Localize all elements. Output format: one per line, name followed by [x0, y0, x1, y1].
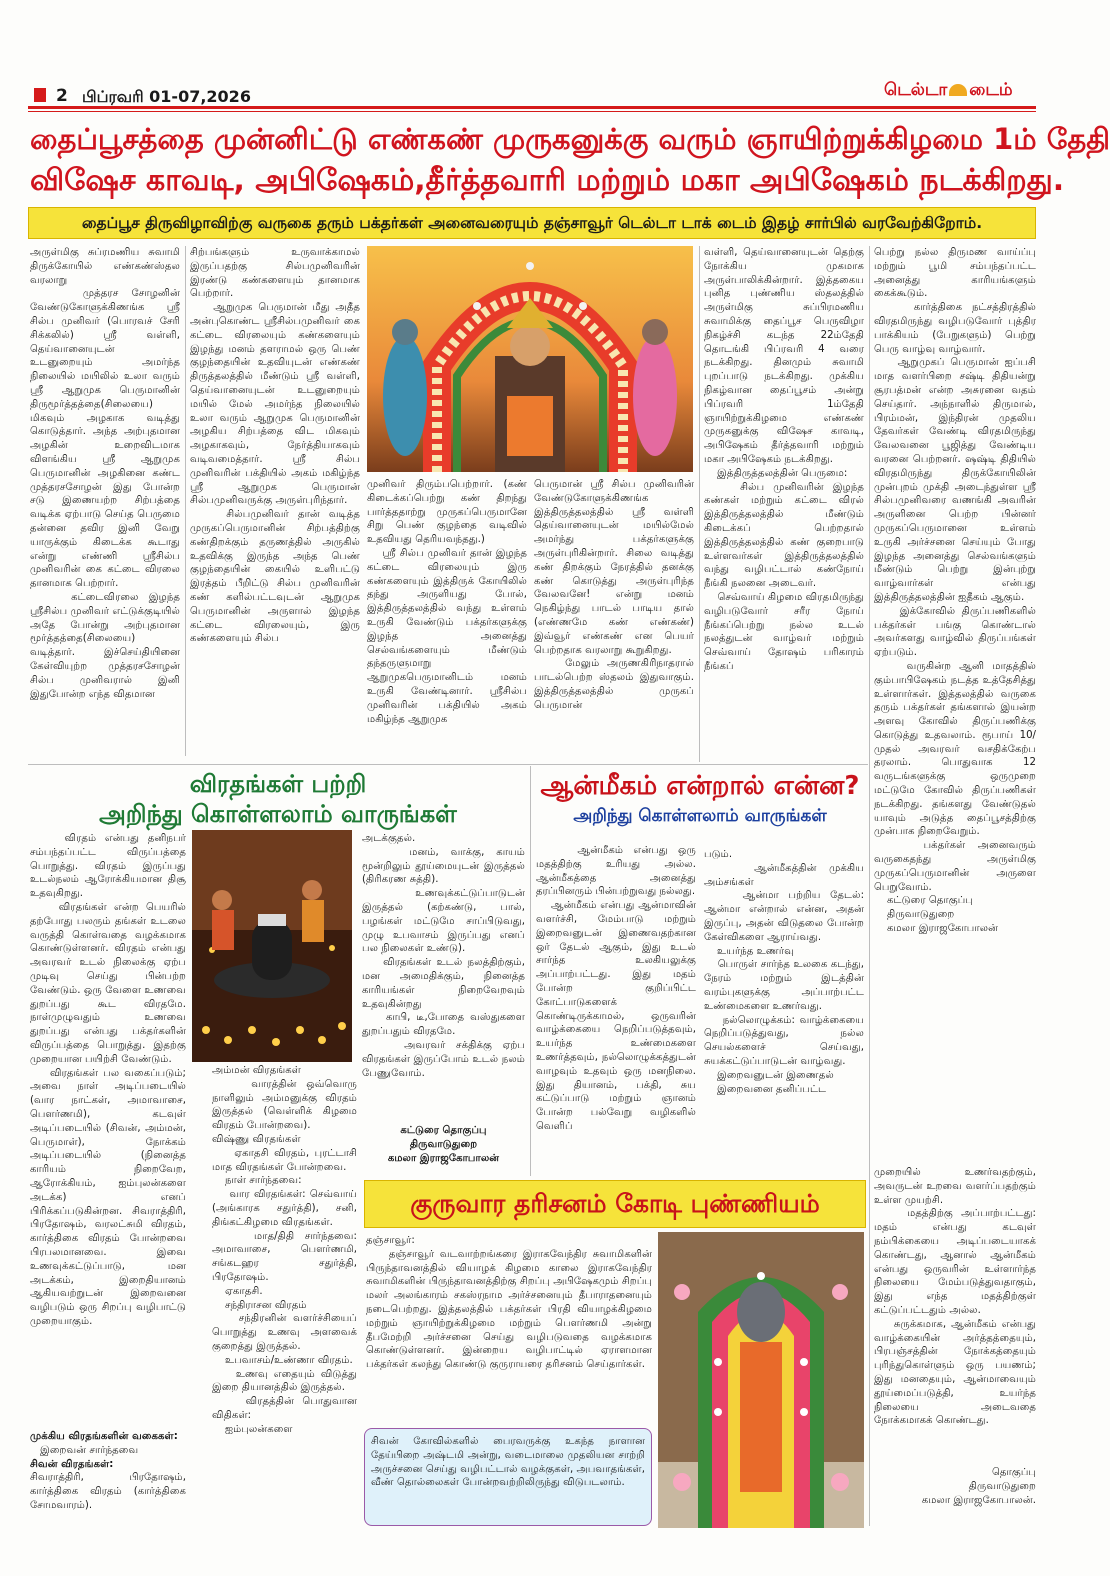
spirituality-byline-3: கமலா இராஜகோபாலன்.	[921, 1494, 1036, 1506]
vratham-title-1: விரதங்கள் பற்றி	[189, 770, 367, 798]
issue-date: பிப்ரவரி 01-07,2026	[82, 87, 251, 106]
lead-col-3b: பெருமான் ஸ்ரீ சில்ப முனிவரின் வேண்டுகோளுக்கிணங்க இத்திருத்தலத்தில் ஸ்ரீ வள்ளி தெய்வானையுடன் மயில்மேல் அமர்ந்து பக்தர்களுக்கு அருள்புரிகின்றார். சிலை வடித்து கண் திறக்கும் நேரத்தில் தனக்கு கண் கொடுத்து அருள்புரிந்த வேலவனே! என்று மனம் நெகிழ்ந்து பாடல் பாடிய தால் (எண்ணமே கண் எண்கண்) இவ்வூர் எண்கண் என பெயர் பெற்றதாக வரலாறு கூறுகிறது. மேலும் அருணகிரிநாதரால் பாடல்பெற்ற ஸ்தலம் இதுவாகும். இத்திருத்தலத்தில் முருகப் பெருமான்	[534, 479, 694, 711]
masthead-logo	[884, 80, 1036, 104]
lead-col-2: சிற்பங்களும் உருவாக்காமல் இருப்பதற்கு சில்பமுனிவரின் இரண்டு கண்களையும் தானமாக பெற்றார். ஆறுமுக பெருமான் மீது அதீத அன்புகொண்ட ஸ்ரீசில்பமுனிவர் கை கட்டை விரலையும் கண்களையும் இழந்து மனம் தளராமல் ஒரு பெண் குழந்தையின் உதவியுடன் எண்கண் திருத்தலத்தில் மீண்டும் ஸ்ரீ வள்ளி, தெய்வானையுடன் உடனுறையும் மயில் மேல் அமர்ந்த நிலையில் உலா வரும் ஆறுமுக பெருமானின் அழகிய சிற்பத்தை விட மிகவும் அழகாகவும், நேர்த்தியாகவும் வடிவமைத்தார். ஸ்ரீ சில்ப முனிவரின் பக்தியில் அகம் மகிழ்ந்த ஸ்ரீ ஆறுமுக பெருமான் சில்பமுனிவருக்கு அருள்புரிந்தார். சில்பமுனிவர் தான் வடித்த முருகப்பெருமானின் சிற்பத்திற்கு கண்திறக்கும் தருணத்தில் அருகில் உதவிக்கு இருந்த அந்த பெண் குழந்தையின் கையில் உளிபட்டு இரத்தம் பீறிட்டு சில்ப முனிவரின் கண் களில்பட்டவுடன் ஆறுமுக பெருமானின் அருளால் இழந்த கட்டை விரலையும், இரு கண்களையும் சில்ப	[190, 247, 360, 645]
thursday-title-banner	[364, 1180, 866, 1228]
spirituality-col-3-body: முறையில் உணர்வதற்கும், அவருடன் உறவை வளர்ப்பதற்கும் உள்ள முயற்சி. மதத்திற்கு அப்பாற்பட்டது: மதம் என்பது கடவுள் நம்பிக்கையை அடிப்படையாகக் கொண்டது, ஆனால் ஆன்மீகம் என்பது ஒருவரின் உள்ளார்ந்த நிலையை மேம்படுத்துவதாகும், இது எந்த மதத்திற்குள் கட்டுப்பட்டதும் அல்ல. சுருக்கமாக, ஆன்மீகம் என்பது வாழ்க்கையின் அர்த்தத்தையும், பிரபஞ்சத்தின் நோக்கத்தையும் புரிந்துகொள்ளும் ஒரு பயணம்; இது மனதையும், ஆன்மாவையும் தூய்மைப்படுத்தி, உயர்ந்த நிலையை அடைவதை நோக்கமாகக் கொண்டது.	[874, 1167, 1036, 1427]
col-divider	[869, 246, 870, 1526]
vratham-col-1-body: விரதம் என்பது தனிநபர் சம்பந்தப்பட்ட விருப்பத்தை பொறுத்து. விரதம் இருப்பது உடல்நலம் ஆரோக்கியமான திசூ உதவுகிறது. விரதங்கள் என்ற பெயரில் தற்போது பலரும் தங்கள் உடலை வருத்தி கொள்வதை வழக்கமாக கொண்டுள்ளனர். விரதம் என்பது அவரவர் உடல் நிலைக்கு ஏற்ப முடிவு செய்து பின்பற்ற வேண்டும். ஒரு வேளை உணவை துறப்பது கூட விரதமே. நாள்முழுவதும் உணவை துறப்பது என்பது பக்தர்களின் விருப்பத்தை பொறுத்து. இதற்கு முறையான பயிற்சி வேண்டும். விரதங்கள் பல வகைப்படும்; அவை நாள் அடிப்படையில் (வார நாட்கள், அமாவாசை, பௌர்ணமி), கடவுள் அடிப்படையில் (சிவன், அம்மன், பெருமாள்), நோக்கம் அடிப்படையில் (நினைத்த காரியம் நிறைவேற, ஆரோக்கியம், ஐம்புலன்களை அடக்க) எனப் பிரிக்கப்படுகின்றன. சிவராத்திரி, பிரதோஷம், வரலட்சுமி விரதம், கார்த்திகை விரதம் போன்றவை பிரபலமானவை. இவை உணவுக்கட்டுப்பாடு, மன அடக்கம், இறைதியானம் ஆகியவற்றுடன் இறைவனை வழிபடும் ஒரு சிறப்பு வழிபாட்டு முறையாகும்.	[30, 833, 186, 1327]
section-divider	[28, 764, 868, 765]
vratham-col-3	[362, 832, 525, 1165]
vratham-col-3-body: அடக்குதல். மனம், வாக்கு, காயம் மூன்றிலும் தூய்மையுடன் இருத்தல் (திரிகரண சுத்தி). உணவுக்கட்டுப்பாடுடன் இருத்தல் (கற்கண்டு, பால், பழங்கள் மட்டுமே சாப்பிடுவது, முழு உபவாசம் இருப்பது எனப் பல நிலைகள் உண்டு). விரதங்கள் உடல் நலத்திற்கும், மன அமைதிக்கும், நினைத்த காரியங்கள் நிறைவேறவும் உதவுகின்றது காபி, டீ,போதை வஸ்துகளை துறப்பதும் விரதமே. அவரவர் சக்திக்கு ஏற்ப விரதங்கள் இருப்போம் உடல் நலம் பேணுவோம்.	[362, 833, 525, 1079]
welcome-banner: தைப்பூச திருவிழாவிற்கு வருகை தரும் பக்தர்கள் அனைவரையும் தஞ்சாவூர் டெல்டா டாக் டைம் இதழ் சார்பில் வரவேற்கிறோம்.	[28, 207, 1036, 239]
vratham-byline-2: திருவாடுதுறை	[409, 1138, 478, 1150]
col-divider	[699, 246, 700, 762]
brindavan-photo	[658, 1232, 864, 1528]
vratham-title-2: அறிந்து கொள்ளலாம் வாருங்கள்	[99, 800, 457, 828]
sun-icon	[949, 84, 967, 96]
brand-left: டெல்டா	[884, 80, 948, 100]
lingam-illustration	[192, 830, 352, 1062]
thursday-body: தஞ்சாவூர்: தஞ்சாவூர் வடவாற்றங்கரை இராகவேந்திர சுவாமிகளின் பிருந்தாவனத்தில் வியாழக் கிழமை காலை இராகவேந்திர சுவாமிகளின் பிருந்தாவனத்திற்கு சிறப்பு அபிஷேகமும் சிறப்பு மலர் அலங்காரம் சகஸ்ரநாம அர்ச்சனையும் தீபாராதனையும் நடைபெற்றது. இத்தலத்தில் பக்தர்கள் பிரதி வியாழக்கிழமை மற்றும் ஞாயிற்றுக்கிழமை மற்றும் பௌர்ணமி அன்று தீபமேற்றி அர்ச்சனை செய்து வழிபடுவதை வழக்கமாக கொண்டுள்ளனர். இன்றைய வழிபாட்டில் ஏராளமான பக்தர்கள் கலந்து கொண்டு குருராயரை தரிசனம் செய்தார்கள்.	[366, 1235, 652, 1371]
vratham-col-1-heading-2: சிவன் விரதங்கள்:	[30, 1458, 114, 1470]
headline-line-1: தைப்பூசத்தை முன்னிட்டு எண்கண் முருகனுக்கு வரும் ஞாயிற்றுக்கிழமை 1ம் தேதி	[30, 122, 1110, 156]
spirituality-byline-1: தொகுப்பு	[991, 1467, 1036, 1478]
lead-col-2b: முனிவர் திரும்பபெற்றார். (கண் கிடைக்கப்பெற்று கண் திறந்து பார்த்ததாற்று முருகப்பெருமானே சிறு பெண் குழந்தை வடிவில் உதவியது தெரியவந்தது.) ஸ்ரீ சில்ப முனிவர் தான் இழந்த கட்டை விரலையும் இரு கண்களையும் இத்திருக் கோயிலில் தந்து அருளியது போல், இத்திருத்தலத்தில் வந்து உள்ளம் உருகி வேண்டும் பக்தர்களுக்கு இழந்த அனைத்து செல்வங்களையும் மீண்டும் தந்தருளுமாறு ஆறுமுகபெருமானிடம் மனம் உருகி வேண்டினார். ஸ்ரீசில்ப முனிவரின் பக்தியில் அகம் மகிழ்ந்த ஆறுமுக	[367, 479, 527, 725]
headline-line-2: விஷேச காவடி, அபிஷேகம்,தீர்த்தவாரி மற்றும் மகா அபிஷேகம் நடக்கிறது.	[30, 163, 1065, 198]
spirituality-byline-2: திருவாடுதுறை	[968, 1480, 1036, 1492]
vratham-col-1-p2: இறைவன் சார்ந்தவை	[40, 1444, 139, 1456]
spirituality-col-3	[874, 1166, 1036, 1507]
header-rule-thin	[28, 111, 1036, 112]
bhairava-note-box	[364, 1428, 652, 1526]
lead-col-5: பெற்று நல்ல திருமண வாய்ப்பு மற்றும் பூமி சம்பந்தப்பட்ட அனைத்து காரியங்களும் கைக்கூடும். கார்த்திகை நட்சத்திரத்தில் விரதமிருந்து வழிபடுவோர் புத்திர பாக்கியம் (பேறுகளும்) பெற்று பெரு வாழ்வு வாழ்வார். ஆறுமுகப் பெருமான் ஐப்பசி மாத வளர்பிறை சஷ்டி திதியன்று சூரபத்மன் என்ற அசுரனை வதம் செய்தார். அந்நாளில் திருமால், பிரம்மன், இந்திரன் முதலிய தேவர்கள் வேண்டி விரதமிருந்து வேலவனை பூஜித்து வேண்டிய வரனை பெற்றனர். ஷஷ்டி திதியில் விரதமிருந்து திருக்கோயிலின் முன்புறம் முக்தி அடைந்துள்ள ஸ்ரீ சில்பமுனிவரை வணங்கி அவரின் அருளினை பெற்ற பின்னர் முருகப்பெருமானை உள்ளம் உருகி அர்ச்சனை செய்யும் போது இழந்த அனைத்து செல்வங்களும் மீண்டும் பெற்று இன்புற்று வாழ்வார்கள் என்பது இத்திருத்தலத்தின் ஐதீகம் ஆகும். இக்கோவில் திருப்பணிகளில் பக்தர்கள் பங்கு கொண்டால் அவர்களது வாழ்வில் திருப்பங்கள் ஏற்படும். வருகின்ற ஆனி மாதத்தில் கும்பாபிஷேகம் நடத்த உத்தேசித்து உள்ளார்கள். இத்தலத்தில் வருகை தரும் பக்தர்கள் தங்களால் இயன்ற அளவு கோவில் திருப்பணிக்கு கொடுத்து உதவலாம். ரூபாய் 10/ முதல் அவரவர் வசதிக்கேற்ப தரலாம். பொதுவாக 12 வருடங்களுக்கு ஒருமுறை மட்டுமே கோவில் திருப்பணிகள் நடக்கிறது. தங்களது வேண்டுதல் யாவும் அடுத்த தைப்பூசத்திற்கு முன்பாக நிறைவேறும். பக்தர்கள் அனைவரும் வருகைதந்து அருள்மிகு முருகப்பெருமானின் அருளை பெறுவோம். கட்டுரை தொகுப்பு திருவாடுதுறை கமலா இராஜகோபாலன்	[874, 247, 1036, 935]
vratham-col-1	[30, 832, 190, 1532]
murugan-idol-photo	[367, 246, 693, 472]
vratham-byline-3: கமலா இராஜகோபாலன்	[387, 1152, 500, 1164]
page-number: 2	[56, 86, 68, 106]
thursday-title: குருவார தரிசனம் கோடி புண்ணியம்	[410, 1189, 820, 1218]
spirituality-col-2: படும். ஆன்மீகத்தின் முக்கிய அம்சங்கள் ஆன்மா பற்றிய தேடல்: ஆன்மா என்றால் என்ன, அதன் இருப்பு, அதன் விடுதலை போன்ற கேள்விகளை ஆராய்வது. உயர்ந்த உணர்வு பொருள் சார்ந்த உலகை கடந்து, நேரம் மற்றும் இடத்தின் வரம்புகளுக்கு அப்பாற்பட்ட உண்மைகளை உணர்வது. நல்லொழுக்கம்: வாழ்க்கையை நெறிப்படுத்துவது, நல்ல செயல்களைச் செய்வது, சுயக்கட்டுப்பாடுடன் வாழ்வது. இறைவனுடன் இணைதல் இறைவனை தனிப்பட்ட	[704, 849, 864, 1095]
spirituality-title: ஆன்மீகம் என்றால் என்ன?	[540, 771, 860, 801]
vratham-byline-1: கட்டுரை தொகுப்பு	[400, 1125, 487, 1136]
page-number-marker	[34, 88, 46, 102]
vratham-col-2: அம்மன் விரதங்கள் வாரத்தின் ஒவ்வொரு நாளிலும் அம்மனுக்கு விரதம் இருத்தல் (வெள்ளிக் கிழமை விரதம் போன்றவை). விஷ்ணு விரதங்கள் ஏகாதசி விரதம், புரட்டாசி மாத விரதங்கள் போன்றவை. நாள் சார்ந்தவை: வார விரதங்கள்: செவ்வாய் (அங்காரக சதுர்த்தி), சனி, திங்கட்கிழமை விரதங்கள். மாத/திதி சார்ந்தவை: அமாவாசை, பௌர்ணமி, சங்கடஹர சதுர்த்தி, பிரதோஷம். ஏகாதசி. சந்திராசன விரதம் சந்திரனின் வளர்ச்சியைப் பொறுத்து உணவு அளவைக் குறைத்து இருத்தல். உபவாசம்/உண்ணா விரதம். உணவு எதையும் விடுத்து இறை தியானத்தில் இருத்தல். விரதத்தின் பொதுவான விதிகள்: ஐம்புலன்களை	[212, 1065, 357, 1435]
lead-col-1: அருள்மிகு சுப்ரமணிய சுவாமி திருக்கோயில் எண்கண்ஸ்தல வரலாறு முத்தரச சோழனின் வேண்டுகோளுக்கிணங்க ஸ்ரீ சில்ப முனிவர் (பொரவச் சேரி சிக்கலில்) ஸ்ரீ வள்ளி, தெய்வானையுடன் உடனுறையும் அமர்ந்த நிலையில் மயிலில் உலா வரும் ஸ்ரீ ஆறுமுக பெருமானின் திருமூர்த்தத்தை(சிலையை) மிகவும் அழகாக வடித்து கொடுத்தார். அந்த அற்புதமான அழகின் உறைவிடமாக விளங்கிய ஸ்ரீ ஆறுமுக பெருமானின் அழகினை கண்ட முத்தரசசோழன் இது போன்ற சடு இணையற்ற சிற்பத்தை வடிக்க ஏற்பாடு செய்த பெருமை தன்னை தவிர இனி வேறு யாருக்கும் கிடைக்க கூடாது என்று எண்ணி ஸ்ரீசில்ப முனிவரின் கை கட்டை விரலை தானமாக பெற்றார். கட்டைவிரலை இழந்த ஸ்ரீசில்ப முனிவர் எட்டுக்குடியில் அதே போன்று அற்புதமான மூர்த்தத்தை(சிலையை) வடித்தார். இச்செய்தியினை கேள்வியுற்ற முத்தரசசோழன் சில்ப முனிவரால் இனி இதுபோன்ற எந்த விதமான	[30, 247, 180, 700]
brand-right: டைம்	[969, 80, 1013, 100]
vratham-col-1-heading: முக்கிய விரதங்களின் வகைகள்:	[30, 1431, 178, 1442]
vratham-col-1-p3: சிவராத்திரி, பிரதோஷம், கார்த்திகை விரதம் (கார்த்திகை சோமவாரம்).	[30, 1472, 190, 1511]
lead-col-4: வள்ளி, தெய்வானையுடன் தெற்கு நோக்கிய முகமாக அருள்பாலிக்கின்றார். இத்தகைய புனித புண்ணிய ஸ்தலத்தில் அருள்மிகு சுப்பிரமணிய சுவாமிக்கு தைப்பூச பெருவிழா நிகழ்ச்சி கடந்த 22ம்தேதி தொடங்கி பிப்ரவரி 4 வரை நடக்கிறது. தினமும் சுவாமி புறப்பாடு நடக்கிறது. முக்கிய நிகழ்வான தைப்பூசம் அன்று பிப்ரவரி 1ம்தேதி ஞாயிற்றுக்கிழமை எண்கண் முருகனுக்கு விஷேச காவடி, அபிஷேகம் தீர்த்தவாரி மற்றும் மகா அபிஷேகம் நடக்கிறது. இத்திருத்தலத்தின் பெருமை: சில்ப முனிவரின் இழந்த கண்கள் மற்றும் கட்டை விரல் இத்திருத்தலத்தில் மீண்டும் கிடைக்கப் பெற்றதால் இத்திருத்தலத்தில் கண் குறைபாடு உள்ளவர்கள் இத்திருத்தலத்தில் வந்து வழிபட்டால் கண்நோய் நீங்கி நலனை அடைவர். செவ்வாய் கிழமை விரதமிருந்து வழிபடுவோர் சரீர நோய் நீங்கப்பெற்று நல்ல உடல் நலத்துடன் வாழ்வர் மற்றும் செவ்வாய் தோஷம் பரிகாரம் நீங்கப்	[704, 247, 864, 672]
spirituality-col-1: ஆன்மீகம் என்பது ஒரு மதத்திற்கு உரியது அல்ல. ஆன்மீகத்தை அனைத்து தரப்பினரும் பின்பற்றுவது நல்லது. ஆன்மீகம் என்பது ஆன்மாவின் வளர்ச்சி, மேம்பாடு மற்றும் இறைவனுடன் இணைவதற்கான ஒர் தேடல் ஆகும், இது உடல் சார்ந்த உலகியலுக்கு அப்பாற்பட்டது. இது மதம் போன்ற குறிப்பிட்ட கோட்பாடுகளைக் கொண்டிருக்காமல், ஒருவரின் வாழ்க்கையை நெறிப்படுத்தவும், உயர்ந்த உண்மைகளை உணர்த்தவும், நல்லொழுக்கத்துடன் வாழவும் உதவும் ஒரு மனநிலை. இது தியானம், பக்தி, சுய கட்டுப்பாடு மற்றும் ஞானம் போன்ற பல்வேறு வழிகளில் வெளிப்	[536, 845, 696, 1132]
col-divider	[530, 766, 531, 1176]
murugan-idol-illustration	[367, 246, 693, 472]
header-rule	[28, 106, 1036, 109]
bhairava-note: சிவன் கோவில்களில் பைரவருக்கு உகந்த நாளான தேய்பிறை அஷ்டமி அன்று, வடைமாலை முதலியன சாற்றி அருச்சனை செய்து வழிபட்டால் வழக்குகள், அபவாதங்கள், வீண் தொல்லைகள் போன்றவற்றிலிருந்து விடுபடலாம்.	[371, 1436, 649, 1489]
spirituality-subtitle: அறிந்து கொள்ளலாம் வாருங்கள்	[573, 806, 827, 826]
lingam-lamp-photo	[192, 830, 352, 1062]
brindavan-illustration	[658, 1232, 864, 1528]
col-divider	[185, 246, 186, 756]
